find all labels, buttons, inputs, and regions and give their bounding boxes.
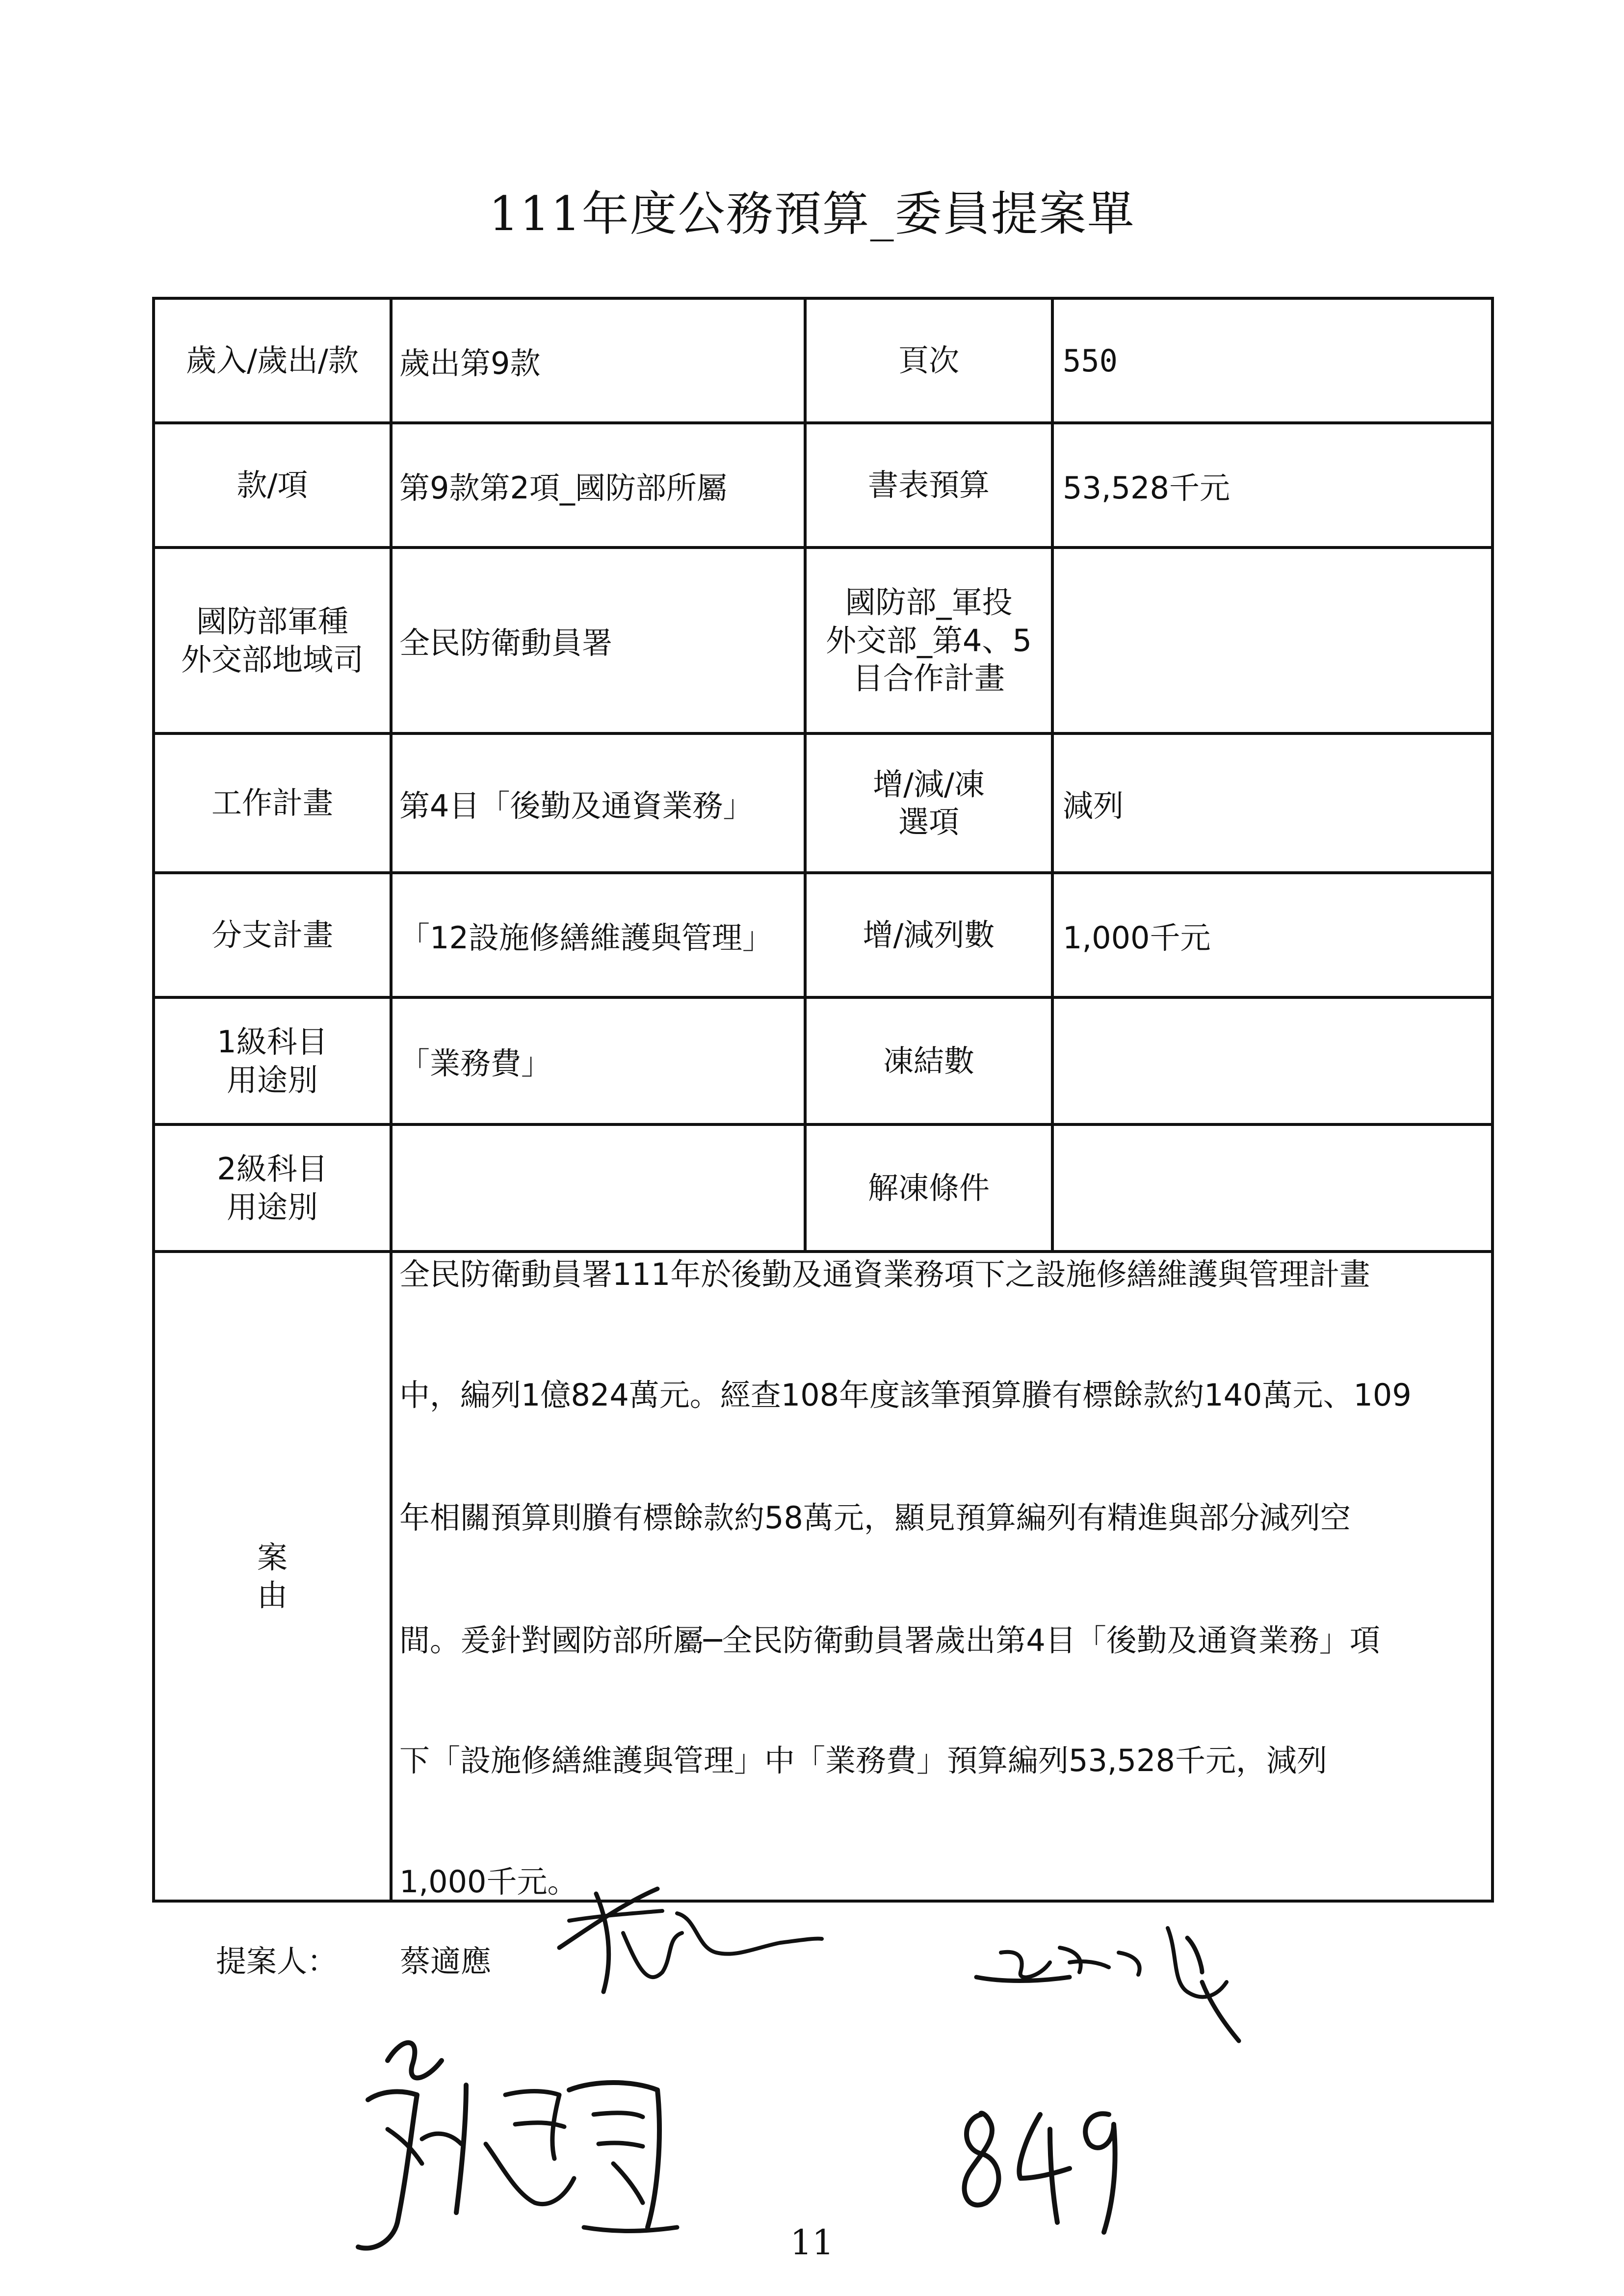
field-value: 550 [1051, 297, 1494, 424]
table-row [152, 421, 1494, 549]
handwritten-number-849 [947, 2085, 1133, 2242]
field-value: 「12設施修繕維護與管理」 [390, 871, 807, 999]
page-number: 11 [790, 2222, 834, 2263]
field-value [1051, 1123, 1494, 1253]
field-label: 增/減列數 [804, 871, 1054, 999]
reason-text [390, 1250, 1494, 1903]
field-label-line: 國防部_軍投 [845, 584, 1013, 621]
field-value: 第4目「後勤及通資業務」 [390, 732, 807, 874]
field-label-line: 外交部_第4、5 [826, 622, 1032, 658]
field-label: 凍結數 [804, 996, 1054, 1126]
field-value: 全民防衛動員署 [390, 546, 807, 735]
form-title: 111年度公務預算_委員提案單 [489, 186, 1135, 241]
field-label: 書表預算 [804, 421, 1054, 549]
table-row [152, 546, 1494, 735]
field-label [152, 1123, 393, 1253]
field-label [152, 546, 393, 735]
field-label-line: 國防部軍種 [196, 603, 348, 639]
table-row [152, 1123, 1494, 1253]
field-value [1051, 996, 1494, 1126]
field-label: 工作計畫 [152, 732, 393, 874]
field-value [1051, 546, 1494, 735]
field-value: 53,528千元 [1051, 421, 1494, 549]
field-value: 1,000千元 [1051, 871, 1494, 999]
field-label-line: 2級科目 [217, 1151, 328, 1187]
field-label: 分支計畫 [152, 871, 393, 999]
field-label: 頁次 [804, 297, 1054, 424]
field-label-line: 目合作計畫 [852, 660, 1005, 697]
reason-line: 全民防衛動員署111年於後勤及通資業務項下之設施修繕維護與管理計畫 [399, 1256, 1370, 1292]
reason-line: 間。爰針對國防部所屬─全民防衛動員署歲出第4目「後勤及通資業務」項 [399, 1622, 1380, 1658]
field-label [152, 996, 393, 1126]
reason-line: 中，編列1億824萬元。經查108年度該筆預算賸有標餘款約140萬元、109 [399, 1377, 1412, 1413]
reason-label: 案由 [152, 1250, 393, 1903]
field-label: 解凍條件 [804, 1123, 1054, 1253]
field-label-line: 選項 [898, 804, 959, 840]
field-label-line: 1級科目 [217, 1024, 328, 1060]
field-value: 減列 [1051, 732, 1494, 874]
proposer-name: 蔡適應 [400, 1943, 492, 1979]
field-label: 歲入/歲出/款 [152, 297, 393, 424]
field-label: 款/項 [152, 421, 393, 549]
table-row [152, 996, 1494, 1126]
field-value [390, 1123, 807, 1253]
reason-line: 年相關預算則賸有標餘款約58萬元，顯見預算編列有精進與部分減列空 [399, 1500, 1351, 1536]
reason-line: 下「設施修繕維護與管理」中「業務費」預算編列53,528千元，減列 [399, 1743, 1327, 1778]
field-value: 第9款第2項_國防部所屬 [390, 421, 807, 549]
proposer-label: 提案人： [216, 1943, 338, 1979]
handwritten-signature-1 [550, 1874, 824, 2002]
reason-line: 1,000千元。 [399, 1864, 578, 1900]
table-row [152, 871, 1494, 999]
table-row [152, 297, 1494, 424]
table-row [152, 732, 1494, 874]
field-label-line: 外交部地域司 [181, 641, 364, 678]
field-label-line: 增/減/凍 [873, 766, 985, 802]
field-label-line: 用途別 [226, 1189, 318, 1225]
field-value: 歲出第9款 [390, 297, 807, 424]
field-label-line: 用途別 [226, 1062, 318, 1098]
handwritten-signature-2 [971, 1908, 1246, 2046]
field-label [804, 732, 1054, 874]
field-label [804, 546, 1054, 735]
reason-row [152, 1250, 1494, 1903]
field-value: 「業務費」 [390, 996, 807, 1126]
